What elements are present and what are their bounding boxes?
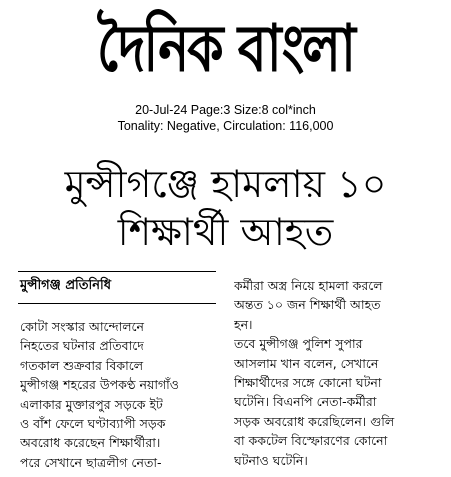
body-line: কোটা সংস্কার আন্দোলনে xyxy=(20,319,145,334)
body-line: নিহতের ঘটনার প্রতিবাদে xyxy=(20,338,144,354)
body-line: হন। xyxy=(234,316,253,332)
body-line: শিক্ষার্থীদের সঙ্গে কোনো ঘটনা xyxy=(234,375,382,391)
body-line: অন্তত ১০ জন শিক্ষার্থী আহত xyxy=(234,297,381,313)
body-line: পরে সেখানে ছাত্রলীগ নেতা- xyxy=(20,454,162,470)
article-left-column xyxy=(20,317,216,472)
headline-line-2: শিক্ষার্থী আহত xyxy=(117,210,334,254)
body-line: তবে মুন্সীগঞ্জ পুলিশ সুপার xyxy=(234,336,363,352)
headline-line-1: মুন্সীগঞ্জে হামলায় ১০ xyxy=(64,162,387,206)
newspaper-masthead xyxy=(0,4,451,94)
body-line: এলাকার মুক্তারপুর সড়কে ইট xyxy=(20,396,163,412)
byline-bottom-rule xyxy=(18,303,216,304)
byline: মুন্সীগঞ্জ প্রতিনিধি xyxy=(20,278,111,293)
clipping-info-line-1: 20-Jul-24 Page:3 Size:8 col*inch xyxy=(135,103,316,117)
body-line: ঘটনাও ঘটেনি। xyxy=(234,452,308,468)
body-line: সড়ক অবরোধ করেছিলেন। গুলি xyxy=(234,413,395,429)
body-line: মুন্সীগঞ্জ শহরের উপকণ্ঠ নয়াগাঁও xyxy=(20,377,179,393)
body-line: ও বাঁশ ফেলে ঘণ্টাব্যাপী সড়ক xyxy=(20,416,166,432)
masthead-title: দৈনিক বাংলা xyxy=(97,11,354,87)
body-line: কর্মীরা অস্ত্র নিয়ে হামলা করলে xyxy=(234,278,383,293)
body-line: ঘটেনি। বিএনপি নেতা-কর্মীরা xyxy=(234,394,377,410)
body-line: গতকাল শুক্রবার বিকালে xyxy=(20,357,144,373)
body-line: বা ককটেল বিস্ফোরণের কোনো xyxy=(234,433,388,449)
clipping-info-line-2: Tonality: Negative, Circulation: 116,000 xyxy=(117,119,334,133)
body-line: আসলাম খান বলেন, সেখানে xyxy=(234,355,379,371)
byline-top-rule xyxy=(18,271,216,272)
body-line: অবরোধ করেছেন শিক্ষার্থীরা। xyxy=(20,435,161,451)
article-right-column xyxy=(234,276,430,470)
